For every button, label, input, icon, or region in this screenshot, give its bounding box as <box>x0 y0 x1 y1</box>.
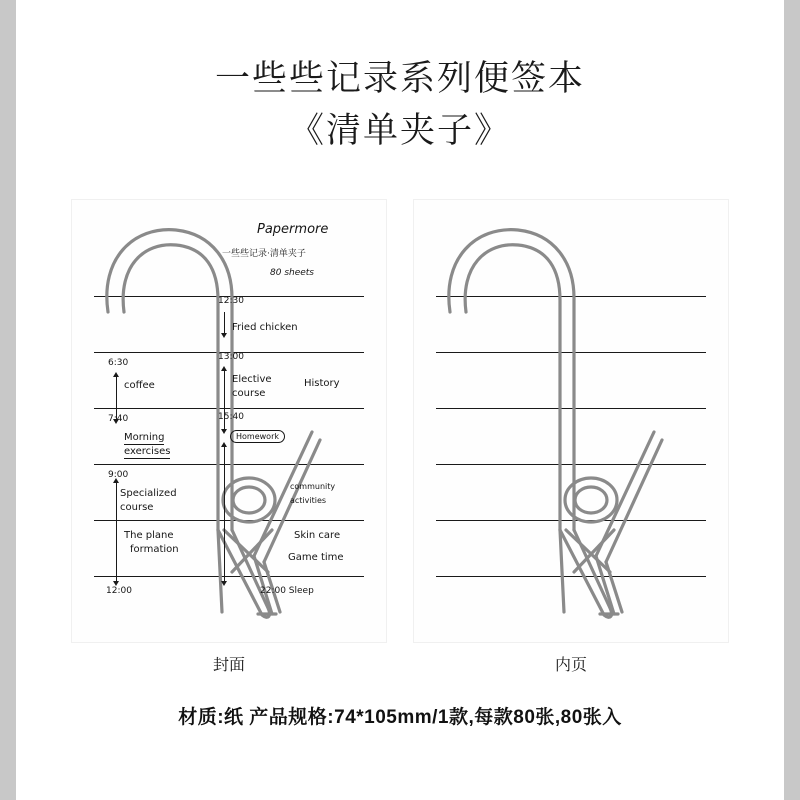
product-page <box>16 0 784 800</box>
cover-image-card <box>72 200 386 642</box>
task-elective-2: course <box>232 388 266 399</box>
time-0740: 7:40 <box>108 414 129 424</box>
task-specialized-1: Specialized <box>120 488 177 499</box>
task-community-1: community <box>290 482 336 491</box>
task-exercises: exercises <box>124 446 171 457</box>
task-elective-1: Elective <box>232 374 272 385</box>
sheets-label: 80 sheets <box>270 268 314 278</box>
time-1200: 12:00 <box>106 586 132 596</box>
task-skin-care: Skin care <box>294 530 341 541</box>
time-2200-sleep: 22:00 Sleep <box>260 586 314 596</box>
task-fried-chicken: Fried chicken <box>232 322 298 333</box>
brand-label: Papermore <box>257 222 329 237</box>
task-game-time: Game time <box>288 552 344 563</box>
caption-cover: 封面 <box>212 657 245 674</box>
task-homework: Homework <box>230 430 285 443</box>
inner-page-image-card <box>414 200 728 642</box>
task-morning: Morning <box>124 432 165 443</box>
time-1540: 15:40 <box>218 412 244 422</box>
time-0630: 6:30 <box>108 358 129 368</box>
bracket-mid-long <box>224 446 225 582</box>
task-community-2: activities <box>290 496 327 505</box>
title-line-2: 《清单夹子》 <box>288 111 511 150</box>
time-0900: 9:00 <box>108 470 129 480</box>
time-1230: 12:30 <box>218 296 244 306</box>
time-1300: 13:00 <box>218 352 244 362</box>
series-label: 一些些记录·清单夹子 <box>222 249 306 259</box>
task-coffee: coffee <box>124 380 155 391</box>
page-title <box>16 56 784 154</box>
title-line-1: 一些些记录系列便签本 <box>214 59 585 98</box>
task-plane-2: formation <box>130 544 179 555</box>
task-specialized-2: course <box>120 502 154 513</box>
bracket-left-long <box>116 482 117 582</box>
bracket-1230 <box>224 312 225 334</box>
binder-clip-illustration <box>414 200 728 642</box>
product-spec-text: 材质:纸 产品规格:74*105mm/1款,每款80张,80张入 <box>178 707 622 728</box>
task-history: History <box>304 378 340 389</box>
caption-inner-page: 内页 <box>554 657 587 674</box>
task-plane-1: The plane <box>124 530 174 541</box>
product-images <box>16 200 784 674</box>
